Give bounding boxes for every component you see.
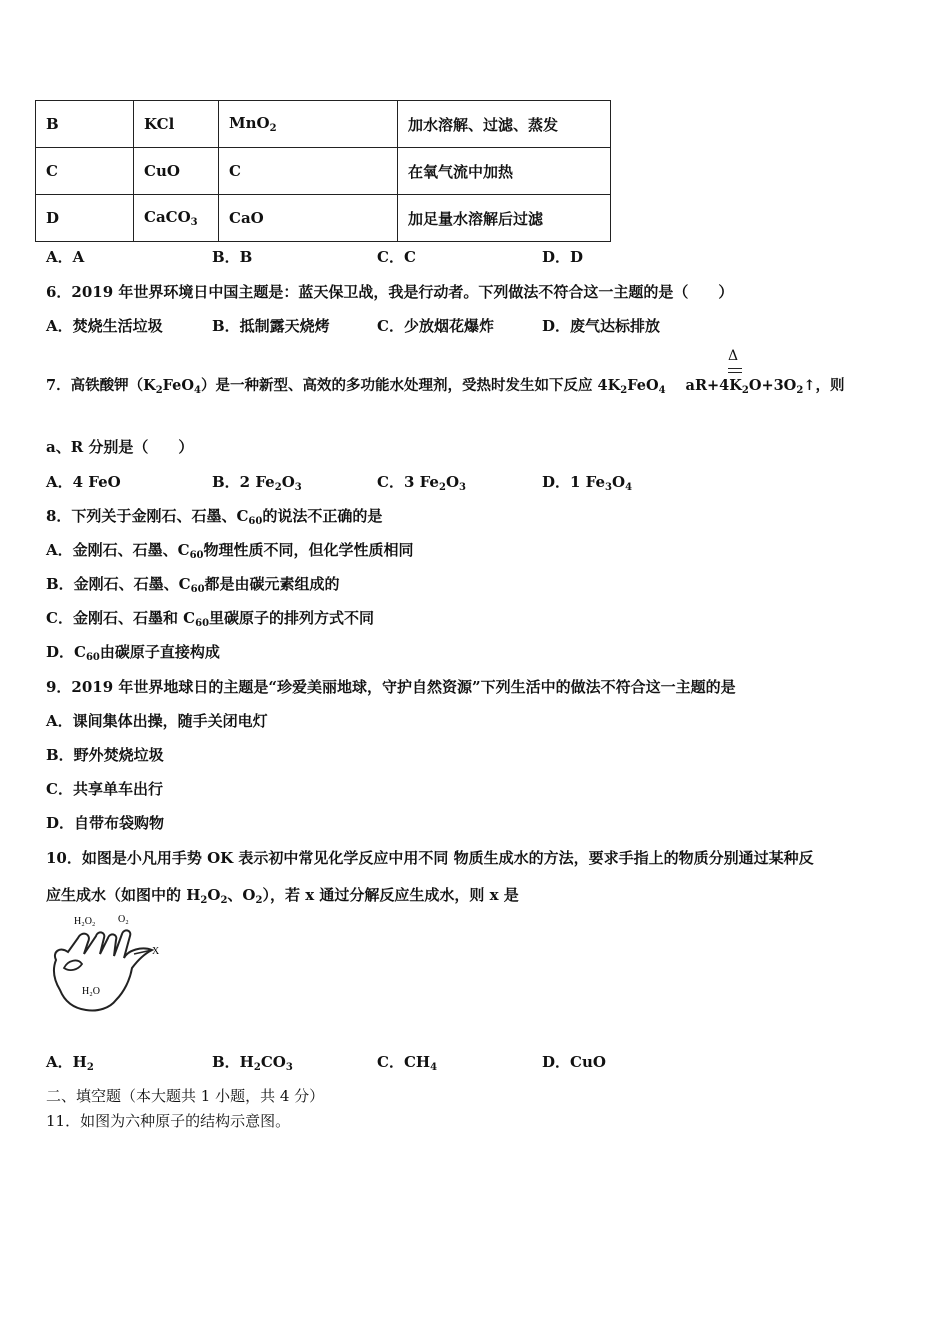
q10-option-c[interactable] <box>377 1051 437 1073</box>
option-text: B．H <box>212 1053 254 1071</box>
reaction-equals-line <box>728 368 742 369</box>
subscript: 2 <box>274 482 282 493</box>
q7-text: aR+4K <box>685 377 742 394</box>
q7-text: ↑，则 <box>803 377 845 394</box>
q5-option-b[interactable]: B．B <box>212 248 253 266</box>
ok-circle <box>64 961 82 971</box>
reaction-equals-line <box>728 372 742 373</box>
table-cell-impurity: C <box>219 148 398 195</box>
q7-text: FeO <box>162 377 195 394</box>
subscript: 3 <box>459 482 466 493</box>
q9-option-a[interactable]: A．课间集体出操，随手关闭电灯 <box>46 712 268 730</box>
q8-option-a[interactable] <box>46 539 414 561</box>
subscript: 2 <box>86 1062 94 1073</box>
subscript: 60 <box>189 550 204 561</box>
q8-option-d[interactable] <box>46 641 220 663</box>
q7-option-a[interactable]: A．4 FeO <box>46 473 121 491</box>
q7-stem <box>46 374 844 396</box>
subscript: 4 <box>430 1062 438 1073</box>
subscript: 2 <box>253 1062 261 1073</box>
q10-option-d[interactable]: D．CuO <box>542 1053 606 1071</box>
option-text: O <box>612 473 626 491</box>
q10-stem-line2 <box>46 884 519 906</box>
delta-symbol: Δ <box>728 348 739 364</box>
q9-option-c[interactable]: C．共享单车出行 <box>46 780 163 798</box>
subscript: 60 <box>85 652 100 663</box>
q8-option-b[interactable] <box>46 573 340 595</box>
q10-text: O <box>207 886 221 904</box>
label-h2o2: H₂O₂ <box>74 916 96 927</box>
q8-option-c[interactable] <box>46 607 374 629</box>
subscript: 2 <box>741 385 749 396</box>
q8-text: 的说法不正确的是 <box>262 507 383 525</box>
option-text: O <box>445 473 460 491</box>
table-row <box>36 148 611 195</box>
impurity-subscript: 2 <box>269 123 277 134</box>
q7-text: 7．高铁酸钾（K <box>46 377 156 394</box>
q7-text: O+3O <box>748 377 797 394</box>
q10-text: 、O <box>227 886 256 904</box>
substance-subscript: 3 <box>190 217 198 228</box>
q5-option-d[interactable]: D．D <box>542 248 584 266</box>
q6-stem: 6．2019 年世界环境日中国主题是：蓝天保卫战，我是行动者。下列做法不符合这一主题的是（ ） <box>46 283 734 301</box>
option-text: 都是由碳元素组成的 <box>204 575 340 593</box>
table-cell-option: D <box>36 195 134 242</box>
label-o2: O₂ <box>118 914 129 925</box>
subscript: 60 <box>190 584 205 595</box>
substance-text: CaCO <box>144 208 191 226</box>
q9-option-b[interactable]: B．野外焚烧垃圾 <box>46 746 164 764</box>
option-text: B．2 Fe <box>212 473 275 491</box>
label-h2o: H₂O <box>82 986 100 997</box>
q7-option-c[interactable] <box>377 471 466 493</box>
subscript: 2 <box>155 385 163 396</box>
table-row <box>36 101 611 148</box>
subscript: 3 <box>294 482 302 493</box>
option-text: B．金刚石、石墨、C <box>46 575 191 593</box>
option-text: O <box>281 473 295 491</box>
option-text: A．H <box>46 1053 87 1071</box>
q8-text: 8．下列关于金刚石、石墨、C <box>46 507 249 525</box>
option-text: CO <box>260 1053 286 1071</box>
q7-stem-line2: a、R 分别是（ ） <box>46 438 194 456</box>
q5-option-c[interactable]: C．C <box>377 248 416 266</box>
subscript: 2 <box>620 385 628 396</box>
option-text: 里碳原子的排列方式不同 <box>209 609 375 627</box>
table-cell-method: 在氧气流中加热 <box>398 148 611 195</box>
option-text: D．C <box>46 643 86 661</box>
table-cell-option: B <box>36 101 134 148</box>
table-row <box>36 195 611 242</box>
option-text: 物理性质不同，但化学性质相同 <box>203 541 414 559</box>
table-cell-impurity: CaO <box>219 195 398 242</box>
subscript: 2 <box>796 385 804 396</box>
subscript: 3 <box>285 1062 293 1073</box>
option-text: C．3 Fe <box>377 473 439 491</box>
subscript: 2 <box>220 895 228 906</box>
label-x: X <box>152 946 160 957</box>
q10-stem-line1: 10．如图是小凡用手势 OK 表示初中常见化学反应中用不同 物质生成水的方法，要求手指上的物质分别通过某种反 <box>46 849 814 867</box>
subscript: 2 <box>255 895 263 906</box>
q7-option-d[interactable] <box>542 471 632 493</box>
subscript: 3 <box>605 482 613 493</box>
subscript: 2 <box>438 482 446 493</box>
q7-text: ）是一种新型、高效的多功能水处理剂，受热时发生如下反应 4K <box>201 377 621 394</box>
subscript: 2 <box>200 895 208 906</box>
option-text: C．CH <box>377 1053 431 1071</box>
q6-option-a[interactable]: A．焚烧生活垃圾 <box>46 317 163 335</box>
q6-option-b[interactable]: B．抵制露天烧烤 <box>212 317 330 335</box>
ok-hand-figure <box>44 910 169 1020</box>
subscript: 60 <box>248 516 263 527</box>
q11-stem: 11．如图为六种原子的结构示意图。 <box>46 1112 291 1130</box>
subscript: 4 <box>625 482 633 493</box>
q8-stem <box>46 505 382 527</box>
table-cell-substance: CuO <box>134 148 219 195</box>
table-cell-method: 加足量水溶解后过滤 <box>398 195 611 242</box>
section-title: 二、填空题（本大题共 1 小题，共 4 分） <box>46 1087 325 1105</box>
subscript: 60 <box>195 618 210 629</box>
table-cell-substance: KCl <box>134 101 219 148</box>
table-cell-method: 加水溶解、过滤、蒸发 <box>398 101 611 148</box>
q10-option-b[interactable] <box>212 1051 293 1073</box>
q10-text: 应生成水（如图中的 H <box>46 886 201 904</box>
q6-option-d[interactable]: D．废气达标排放 <box>542 317 661 335</box>
table-cell-option: C <box>36 148 134 195</box>
q10-text: ），若 x 通过分解反应生成水，则 x 是 <box>262 886 519 904</box>
q5-option-a[interactable]: A．A <box>46 248 85 266</box>
q9-option-d[interactable]: D．自带布袋购物 <box>46 814 165 832</box>
option-text: C．金刚石、石墨和 C <box>46 609 196 627</box>
option-text: 由碳原子直接构成 <box>99 643 220 661</box>
option-text: D．1 Fe <box>542 473 606 491</box>
impurity-text: MnO <box>229 114 270 132</box>
q9-stem: 9．2019 年世界地球日的主题是“珍爱美丽地球，守护自然资源”下列生活中的做法不符合这一主题的是 <box>46 678 736 696</box>
table-cell-substance <box>134 195 219 242</box>
separation-table <box>35 100 611 242</box>
q10-option-a[interactable] <box>46 1051 94 1073</box>
q6-option-c[interactable]: C．少放烟花爆炸 <box>377 317 494 335</box>
q7-text: FeO <box>627 377 659 394</box>
option-text: A．金刚石、石墨、C <box>46 541 190 559</box>
table-cell-impurity <box>219 101 398 148</box>
subscript: 4 <box>194 385 201 396</box>
subscript: 4 <box>658 385 666 396</box>
q7-option-b[interactable] <box>212 471 302 493</box>
